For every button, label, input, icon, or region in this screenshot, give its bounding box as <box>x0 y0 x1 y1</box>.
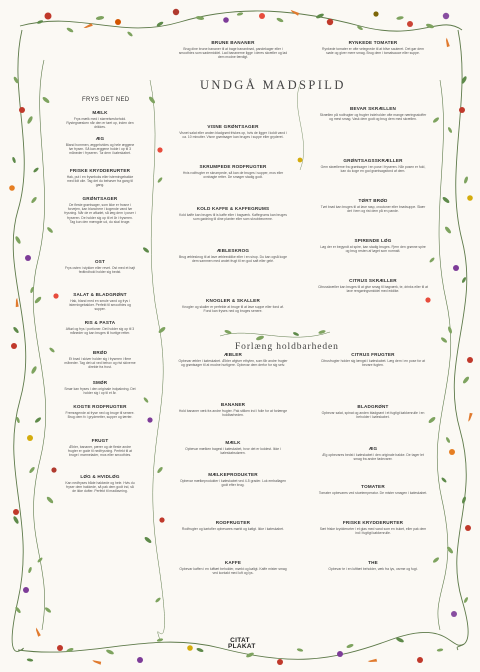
tip-section <box>318 560 428 571</box>
grape-icon <box>373 11 378 16</box>
section-subtitle: Forlæng holdbarheden <box>235 342 339 352</box>
tomato-icon <box>115 19 121 25</box>
leaf-icon <box>461 496 467 504</box>
tip-title: TOMATER <box>361 484 385 489</box>
tip-section <box>178 206 288 221</box>
tip-text: Æbler, bananer, pærer og de fleste andre frugter er gode til nedfrysning. Perfekt til at bruge i marmelader, mos eller smoothies. <box>68 445 132 458</box>
apple-icon <box>9 185 15 191</box>
leaf-icon <box>12 515 19 524</box>
tip-section <box>318 40 428 55</box>
lemon-icon <box>467 195 473 201</box>
tip-section <box>64 404 136 419</box>
tip-title: TØRT BRØD <box>358 198 388 203</box>
leaf-icon <box>42 96 51 104</box>
tip-title: RIS & PASTA <box>84 320 116 325</box>
leaf-icon <box>66 27 74 33</box>
lemon-icon <box>187 645 193 651</box>
tip-text: Brug dine brune bananer til at bage bananbrød, pandekager eller i smoothies som sødemiddel. Lad bananerne ligge i deres skræller og lad dem modne færdigt. <box>178 47 288 60</box>
leaf-icon <box>28 567 33 574</box>
tip-title: SALAT & BLADGRØNT <box>73 292 127 297</box>
vine-icon <box>150 80 165 640</box>
leaf-icon <box>444 226 452 235</box>
tip-title: BANANER <box>220 402 246 407</box>
tip-text: Hvis rodfrugter er skrumpede, så kan de bruges i supper, mos eller ovnbagte retter. De smager stadig godt. <box>182 171 284 180</box>
tip-section <box>318 446 428 461</box>
tip-title: MÆLKEPRODUKTER <box>208 472 258 477</box>
apple-icon <box>51 467 56 472</box>
tip-text: Frys mælk med i størrelsesforhold. Rystegnæsken når den er tøet op, inden den drikkes. <box>66 117 134 130</box>
tip-section <box>64 136 136 156</box>
tip-text: Fremragende at fryse ned og bruge til senere. Brug dem fx i gryderetter, supper og tærter. <box>65 411 135 420</box>
leaf-icon <box>463 597 469 604</box>
tip-text: Opbevar te i en lufttæt beholder, væk fra lys, varme og fugt. <box>328 567 418 571</box>
freeze-heading: FRYS DET NED <box>82 97 130 103</box>
tip-section <box>318 238 428 253</box>
leaf-icon <box>428 416 437 424</box>
vine-icon <box>297 84 303 170</box>
tomato-icon <box>417 657 423 663</box>
carrot-icon <box>368 659 377 664</box>
leaf-icon <box>33 167 40 173</box>
apple-icon <box>277 659 283 665</box>
leaf-icon <box>14 235 21 244</box>
leaf-icon <box>447 127 453 134</box>
leaf-icon <box>237 12 244 16</box>
leaf-icon <box>12 157 17 164</box>
leaf-icon <box>49 347 56 353</box>
grape-icon <box>25 255 31 261</box>
grape-icon <box>453 265 459 271</box>
tip-title: SKRUMPEDE RODFRUGTER <box>199 164 267 169</box>
tip-text: Tomater opbevares ved stuetemperatur. De mister smagen i køleskabet. <box>318 491 428 495</box>
grape-icon <box>147 417 152 422</box>
leaf-icon <box>445 437 451 444</box>
tip-title: FRISKE KRYDDERURTER <box>69 168 131 173</box>
leaf-icon <box>105 649 114 656</box>
tomato-icon <box>259 13 265 19</box>
leaf-icon <box>441 477 448 484</box>
tip-title: ÆBLESKROG <box>216 248 250 253</box>
tip-section <box>178 440 288 455</box>
tip-text: Et brød i skiver holder sig i fryseren i flere måneder. Tag det ud ved behov og rist skiverne direkte fra frost. <box>64 357 136 370</box>
leaf-icon <box>34 416 42 423</box>
tip-section <box>178 164 288 179</box>
tip-section <box>178 352 288 367</box>
tip-text: Brug æbleskrog til at lave æbleeddike eller i en sirup. Du kan også koge dem sammen med andet frugt til en god saft eller gelé. <box>179 255 287 264</box>
leaf-icon <box>142 246 150 253</box>
grape-icon <box>23 587 29 593</box>
leaf-icon <box>143 397 149 404</box>
radish-icon <box>11 343 17 349</box>
carrot-icon <box>34 628 41 637</box>
leaf-icon <box>346 643 354 649</box>
carrot-icon <box>468 413 473 422</box>
tip-section <box>64 350 136 370</box>
tomato-icon <box>13 509 19 515</box>
carrot-icon <box>14 298 19 307</box>
carrot-icon <box>92 660 101 665</box>
tip-title: CITRUS FRUGTER <box>351 352 395 357</box>
tip-title: SMØR <box>92 380 108 385</box>
tip-text: Gem skrællerne fra grøntsager i en pose i fryseren. Når posen er fuld, kan du koge en god grøntsagsfond af dem. <box>320 165 426 174</box>
tip-text: Smør kan fryses i den originale indpakning. Det holder sig i op til et år. <box>64 387 136 396</box>
tip-section <box>318 106 428 121</box>
leaf-icon <box>462 376 470 385</box>
leaf-icon <box>28 466 35 474</box>
tomato-icon <box>407 21 413 27</box>
tip-text: De fleste grøntsager, som ikke er frosne i forvejen, kan blanchere i kogende vand før frysning. Når de er afkølet, så læg dem i poser i fryseren. De holder sig op til et år i fryseren. Tag kun den mængde ud, du skal bruge. <box>64 203 136 224</box>
leaf-icon <box>46 226 53 233</box>
leaf-icon <box>30 196 37 204</box>
tip-section <box>178 40 288 60</box>
grape-icon <box>451 611 457 617</box>
leaf-icon <box>155 597 162 603</box>
tip-title: RODFRUGTER <box>215 520 251 525</box>
leaf-icon <box>432 116 440 123</box>
leaf-icon <box>396 16 404 20</box>
tip-title: BRØD <box>92 350 108 355</box>
leaf-icon <box>44 606 52 613</box>
tip-title: FRUGT <box>91 438 109 443</box>
tomato-icon <box>157 147 162 152</box>
tip-section <box>178 298 288 313</box>
vine-icon <box>220 332 330 337</box>
tomato-icon <box>465 525 471 531</box>
tip-title: THE <box>368 560 378 565</box>
vine-icon <box>33 60 46 630</box>
tip-section <box>318 352 428 367</box>
tip-text: Opbevar mælken bagest i køleskabet, hvor det er koldest. Ikke i køleskabsdøren. <box>185 447 281 456</box>
tip-section <box>64 320 136 335</box>
tip-section <box>178 248 288 263</box>
leaf-icon <box>461 277 467 284</box>
leaf-icon <box>127 31 134 37</box>
grape-icon <box>223 17 229 23</box>
tip-title: BRUNE BANANER <box>211 40 255 45</box>
leaf-icon <box>34 296 42 304</box>
leaf-icon <box>276 17 284 23</box>
vine-icon <box>12 30 26 651</box>
carrot-icon <box>84 23 93 30</box>
poster-title: UNDGÅ MADSPILD <box>200 78 346 92</box>
tip-text: Frys osten i stykker eller revet. Ost med et højt fedtindhold holder sig bedst. <box>64 266 136 275</box>
apple-icon <box>159 517 164 522</box>
tip-section <box>318 520 428 535</box>
tip-text: Hak, put i en fryseboks eller isterningebakke med lidt olie. Tag det du behøver fra gang til gang. <box>66 175 134 188</box>
leaf-icon <box>442 196 451 204</box>
tip-title: RYNKEDE TOMATER <box>348 40 398 45</box>
tip-section <box>64 292 136 312</box>
leaf-icon <box>293 331 300 336</box>
brand-logo: CITAT PLAKAT <box>228 637 256 650</box>
tip-title: KNOGLER & SKALLER <box>206 298 260 303</box>
tip-title: VISNE GRØNTSAGER <box>207 124 259 129</box>
tip-title: CITRUS SKRÆLLER <box>349 278 397 283</box>
tomato-icon <box>425 297 430 302</box>
tip-title: ÆBLER <box>223 352 243 357</box>
tip-title: ÆG <box>368 446 378 451</box>
leaf-icon <box>432 556 440 563</box>
tip-text: Kold kaffe kan bruges til is kaffe eller i bagværk. Kaffegrums kan bruges som gødning til dine planter eller som skrubbecreme. <box>179 213 287 222</box>
tomato-icon <box>19 107 25 113</box>
tip-text: Opbevar kaffen i en lufttæt beholder, mørkt og køligt. Kaffe mister smag ved kontakt med luft og lys. <box>179 567 287 576</box>
leaf-icon <box>26 115 33 124</box>
tip-section <box>64 380 136 395</box>
leaf-icon <box>463 176 469 184</box>
tip-text: Afkøl og frys i portioner. Det holder sig op til 3 måneder og kan bruges til hurtige retter. <box>65 327 135 336</box>
tip-text: Sæt friske krydderurter i et glas med vand som en buket, eller pak dem ind i fugtigt køkkenrulle. <box>319 527 427 536</box>
tip-section <box>318 198 428 213</box>
leaf-icon <box>425 23 434 29</box>
tip-section <box>178 472 288 487</box>
leaf-icon <box>46 496 54 504</box>
tip-section <box>318 278 428 293</box>
tip-section <box>64 110 136 130</box>
tip-title: MÆLK <box>92 110 108 115</box>
tip-section <box>178 520 288 531</box>
leaf-icon <box>27 658 34 662</box>
tip-text: Knogler og skaller er perfekte at bruge til at lave suppe eller fond af. Fond kan fryses ned og bruges senere. <box>182 305 284 314</box>
lemon-icon <box>27 435 33 441</box>
tip-text: Hak, bland med en smule vand og frys i isterningebakker. Perfekt til smoothies og supper. <box>69 299 131 312</box>
grape-icon <box>337 651 343 657</box>
carrot-icon <box>444 38 450 47</box>
tip-title: SPIRENDE LØG <box>354 238 392 243</box>
tip-title: BLADGRØNT <box>357 404 389 409</box>
tip-title: FRISKE KRYDDERURTER <box>342 520 404 525</box>
tip-section <box>64 196 136 224</box>
tomato-icon <box>459 107 465 113</box>
grape-icon <box>443 13 449 19</box>
leaf-icon <box>12 326 19 334</box>
tip-text: Tørt brød kan bruges til at lave rasp, croutoner eller brødsuppe. Skær det i tern og rist dem på en pande. <box>320 205 426 214</box>
tip-text: Rodfrugter og kartofler opbevares mørkt og køligt. Ikke i køleskabet. <box>181 527 285 531</box>
grape-icon <box>137 657 143 663</box>
apple-icon <box>173 9 179 15</box>
leaf-icon <box>157 638 164 642</box>
tip-text: Citrusfrugter holder sig længst i køleskabet. Læg dem i en pose for at bevare fugten. <box>320 359 426 368</box>
leaf-icon <box>157 177 163 184</box>
tip-section <box>178 124 288 139</box>
apple-icon <box>327 19 333 25</box>
leaf-icon <box>297 648 304 652</box>
leaf-icon <box>447 326 453 334</box>
lemon-icon <box>298 158 303 163</box>
tip-text: Løg der er begyndt at spire, kan stadig bruges. Fjern den grønne spire og brug resten af løget som normalt. <box>320 245 426 254</box>
tip-text: Opbevar æbler i køleskabet. Æbler afgiver ethylen, som får andre frugter og grøntsager til at modne hurtigere. Opbevar dem derfor for sig selv. <box>178 359 288 368</box>
tip-title: KAFFE <box>224 560 242 565</box>
leaf-icon <box>429 257 436 264</box>
leaf-icon <box>440 336 448 343</box>
leaf-icon <box>37 20 44 25</box>
tip-text: Rynkede tomater er ofte velegnede til at blive sauteret. Det gør dem søde og giver mere smag. Brug dem i tomatsauce eller suppe. <box>322 47 424 56</box>
tip-title: OST <box>94 259 106 264</box>
tip-section <box>318 484 428 495</box>
vine-icon <box>454 30 468 650</box>
tip-section <box>64 168 136 188</box>
tip-section <box>64 259 136 274</box>
leaf-icon <box>255 335 264 341</box>
leaf-icon <box>96 15 105 20</box>
leaf-icon <box>30 365 37 374</box>
tomato-icon <box>45 13 52 20</box>
leaf-icon <box>148 96 156 105</box>
tip-title: BEVAR SKRÆLLEN <box>349 106 397 111</box>
tip-text: Citrusskræller kan bruges til at give smag til bagværk, te, drinks eller til at lave rengøringsmiddel med eddike. <box>318 285 428 294</box>
leaf-icon <box>446 546 454 555</box>
tip-title: ÆG <box>95 136 105 141</box>
apple-icon <box>449 449 455 455</box>
leaf-icon <box>156 466 163 474</box>
leaf-icon <box>144 536 153 544</box>
radish-icon <box>467 357 473 363</box>
tip-section <box>178 560 288 575</box>
tip-text: Kan nedfryses både hakkede og hele. Hvis du fryser dem hakkede, så pak dem godt ind, så de ikke dufter. Perfekt til madlavning. <box>65 481 135 494</box>
tip-title: KOLD KAFFE & KAFFEGRUMS <box>196 206 270 211</box>
tip-text: Bland hommen, æggehvides og hele æggene før frysen. Så kan æggene holde i op til 3 måneder i fryseren. Tø dem i køleskabet. <box>65 143 135 156</box>
tomato-icon <box>53 293 58 298</box>
leaf-icon <box>437 648 444 652</box>
tip-title: GRØNTSAGER <box>82 196 118 201</box>
tip-text: Hold bananer væk fra andre frugter. Pak stilken ind i folie for at forlænge holdbarheden. <box>178 409 288 418</box>
tip-title: KOGTE RODFRUGTER <box>73 404 127 409</box>
tip-text: Visnet salat eller anden bladgrønt friskes op, hvis de ligger i koldt vand i ca. 10 minutter. Visne grøntsager kan bruges i suppe eller gryderet. <box>179 131 287 140</box>
tip-title: MÆLK <box>225 440 241 445</box>
tip-title: GRØNTSAGSSKRÆLLER <box>343 158 403 163</box>
leaf-icon <box>460 75 467 84</box>
tip-title: LØG & HVIDLØG <box>80 474 120 479</box>
tip-section <box>318 158 428 173</box>
leaf-icon <box>196 647 204 653</box>
leaf-icon <box>158 326 167 334</box>
tip-section <box>318 404 428 419</box>
tomato-icon <box>57 645 63 651</box>
tip-section <box>64 474 136 494</box>
tip-text: Skrællen på rodfrugter og frugter indeholder ofte mange næringsstoffer og mest smag. Vask dem godt og brug dem med skrællen. <box>319 113 427 122</box>
tip-section <box>64 438 136 458</box>
tip-section <box>178 402 288 417</box>
tip-text: Æg opbevares bedst i køleskabet i den originale bakke. De tager let smag fra andre fødevarer. <box>322 453 424 462</box>
tip-text: Opbevar salat, spinat og anden bladgrønt i et fugtigt køkkenrulle i en beholder i køleskabet. <box>321 411 425 420</box>
tip-text: Opbevar mælkeprodukter i køleskabet ved 4-5 grader. Luk emballagen godt efter brug. <box>179 479 287 488</box>
